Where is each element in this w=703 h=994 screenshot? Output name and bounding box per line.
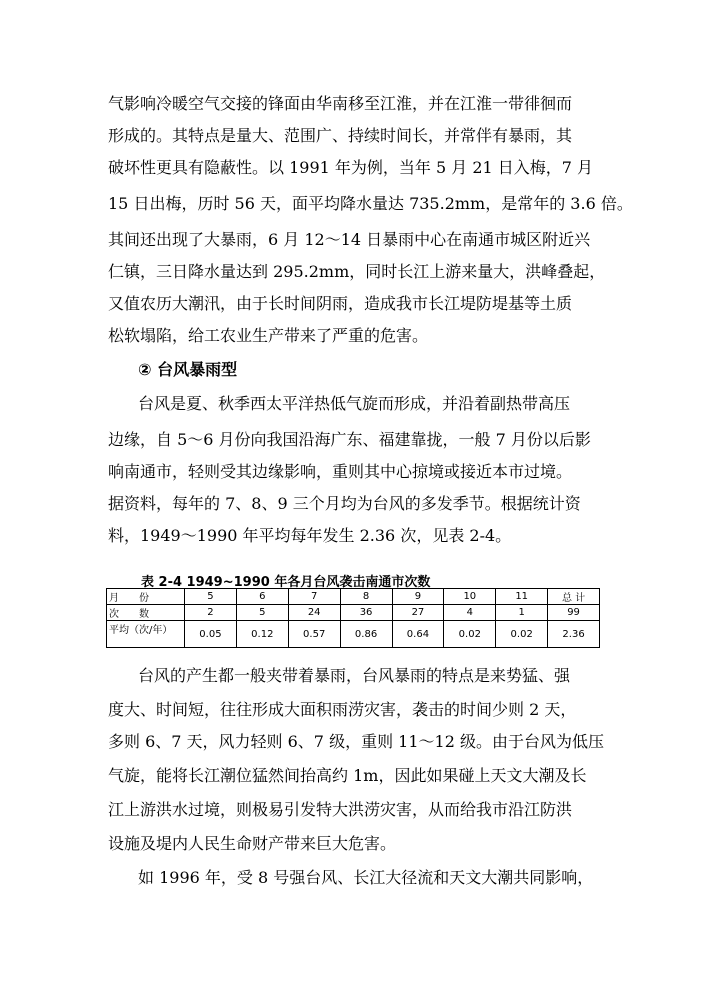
- month-cell: 10: [444, 589, 496, 605]
- month-cell: 8: [340, 589, 392, 605]
- row-label: 月 份: [107, 589, 185, 605]
- table-row: [107, 605, 600, 621]
- text-line: 江上游洪水过境，则极易引发特大洪涝灾害，从而给我市沿江防洪: [108, 800, 573, 819]
- text-line: 又值农历大潮汛，由于长时间阴雨，造成我市长江堤防堤基等土质: [108, 294, 573, 313]
- text-line: 度大、时间短，往往形成大面积雨涝灾害，袭击的时间少则 2 天，: [108, 700, 577, 719]
- text-line: 仁镇，三日降水量达到 295.2mm，同时长江上游来量大，洪峰叠起，: [108, 262, 606, 281]
- month-cell: 6: [236, 589, 288, 605]
- count-cell: 27: [392, 605, 444, 621]
- month-cell: 11: [496, 589, 548, 605]
- total-header-cell: 总 计: [548, 589, 600, 605]
- text-line: 气旋，能将长江潮位猛然间抬高约 1m，因此如果碰上天文大潮及长: [108, 766, 587, 785]
- month-cell: 9: [392, 589, 444, 605]
- text-line: 多则 6、7 天，风力轻则 6、7 级，重则 11～12 级。由于台风为低压: [108, 732, 604, 751]
- text-line: 台风是夏、秋季西太平洋热低气旋而形成，并沿着副热带高压: [138, 394, 571, 413]
- count-cell: 24: [288, 605, 340, 621]
- month-cell: 5: [185, 589, 237, 605]
- text-line: 松软塌陷，给工农业生产带来了严重的危害。: [108, 326, 429, 345]
- average-cell: 0.86: [340, 621, 392, 648]
- count-cell: 36: [340, 605, 392, 621]
- count-total-cell: 99: [548, 605, 600, 621]
- text-line: 响南通市，轻则受其边缘影响，重则其中心掠境或接近本市过境。: [108, 462, 573, 481]
- text-line: 其间还出现了大暴雨，6 月 12～14 日暴雨中心在南通市城区附近兴: [108, 230, 591, 249]
- average-cell: 0.57: [288, 621, 340, 648]
- text-line: 边缘，自 5～6 月份向我国沿海广东、福建靠拢，一般 7 月份以后影: [108, 430, 591, 449]
- text-line: 料，1949～1990 年平均每年发生 2.36 次，见表 2-4。: [108, 526, 512, 545]
- text-line: 台风的产生都一般夹带着暴雨，台风暴雨的特点是来势猛、强: [138, 666, 571, 685]
- average-total-cell: 2.36: [548, 621, 600, 648]
- average-cell: 0.05: [185, 621, 237, 648]
- table-row: [107, 589, 600, 605]
- count-cell: 5: [236, 605, 288, 621]
- row-label: 平均（次/年）: [107, 621, 185, 648]
- text-line: 15 日出梅，历时 56 天，面平均降水量达 735.2mm，是常年的 3.6 倍。: [108, 194, 633, 213]
- section-heading: ② 台风暴雨型: [138, 360, 238, 379]
- row-label: 次 数: [107, 605, 185, 621]
- count-cell: 4: [444, 605, 496, 621]
- month-cell: 7: [288, 589, 340, 605]
- text-line: 破坏性更具有隐蔽性。以 1991 年为例，当年 5 月 21 日入梅，7 月: [108, 158, 594, 177]
- count-cell: 1: [496, 605, 548, 621]
- typhoon-table: [106, 588, 600, 648]
- table-caption: 表 2-4 1949~1990 年各月台风袭击南通市次数: [141, 575, 431, 590]
- text-line: 气影响冷暖空气交接的锋面由华南移至江淮，并在江淮一带徘徊而: [108, 94, 573, 113]
- average-cell: 0.02: [496, 621, 548, 648]
- average-cell: 0.64: [392, 621, 444, 648]
- text-line: 设施及堤内人民生命财产带来巨大危害。: [108, 834, 397, 853]
- text-line: 如 1996 年，受 8 号强台风、长江大径流和天文大潮共同影响，: [138, 868, 594, 887]
- table-row: [107, 621, 600, 648]
- text-line: 据资料，每年的 7、8、9 三个月均为台风的多发季节。根据统计资: [108, 494, 581, 513]
- average-cell: 0.02: [444, 621, 496, 648]
- text-line: 形成的。其特点是量大、范围广、持续时间长，并常伴有暴雨，其: [108, 126, 573, 145]
- count-cell: 2: [185, 605, 237, 621]
- average-cell: 0.12: [236, 621, 288, 648]
